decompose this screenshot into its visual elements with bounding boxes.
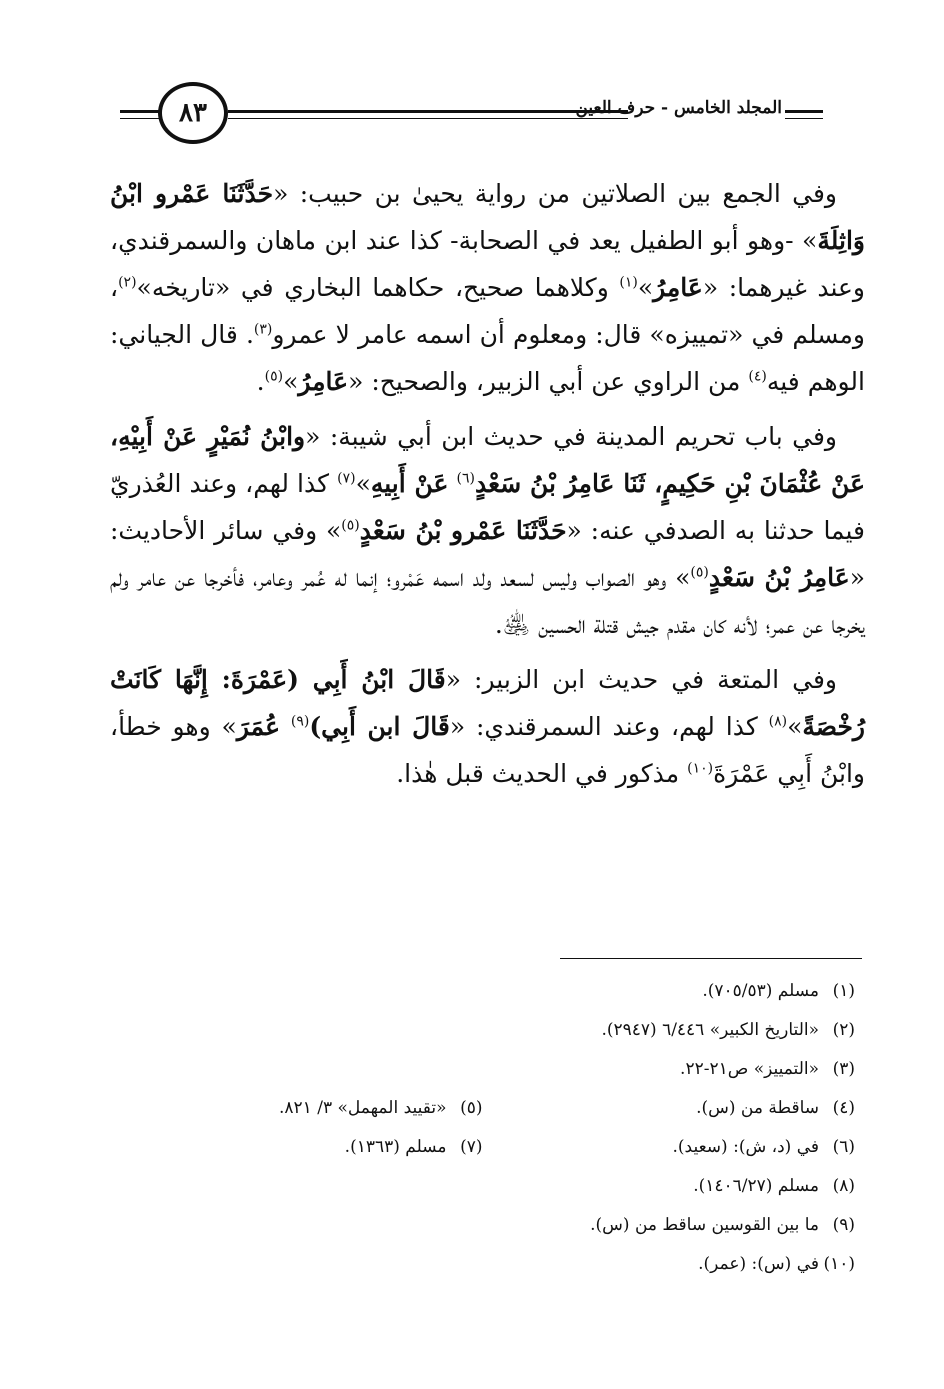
footnote (483, 1089, 856, 1128)
footnote (475, 1050, 855, 1089)
footnote-number: (٧) (460, 1137, 483, 1157)
footnote (475, 1245, 855, 1284)
footnote-ref: (٥) (341, 517, 360, 534)
footnote-row (110, 1050, 855, 1089)
footnote-row (110, 1245, 855, 1284)
text-run: » (637, 273, 654, 302)
footnote-text: «التمييز» ص٢١-٢٢. (680, 1059, 819, 1079)
quoted-text: حَدَّثَنَا عَمْرو ابْنُ وَاثِلَةَ (110, 179, 865, 255)
text-run: » (787, 712, 803, 741)
footnote-number: (٢) (832, 1020, 855, 1040)
header-rule (228, 110, 628, 113)
footnote-row (110, 1167, 855, 1206)
body-text (110, 170, 865, 805)
footnote-ref: (٤) (748, 368, 767, 385)
quoted-text: عَامِرُ (653, 273, 703, 302)
footnote (110, 1089, 483, 1128)
footnote-ref: (٥) (690, 564, 709, 581)
paragraph (110, 656, 865, 797)
paragraph (110, 170, 865, 405)
footnote (475, 1011, 855, 1050)
footnote-ref: (٩) (290, 713, 310, 730)
text-run: ، ومسلم في «تمييزه» قال: ومعلوم أن اسمه عامر لا عمرو (110, 273, 865, 349)
text-run: » -وهو أبو الطفيل يعد في الصحابة- كذا عند ابن ماهان والسمرقندي، وعند غيرهما: « (110, 226, 866, 302)
footnote-text: مسلم (١٣٦٣). (344, 1137, 447, 1157)
footnote (483, 1128, 856, 1167)
header-rule (785, 110, 823, 113)
page-header (120, 82, 825, 152)
text-run: من الراوي عن أبي الزبير، والصحيح: « (348, 367, 749, 396)
text-run: مذكور في الحديث قبل هٰذا. (396, 759, 688, 788)
quoted-text: وابْنُ نُمَيْرٍ عَنْ أَبِيْهِ، عَنْ عُثْمَانَ بْنِ حَكِيمٍ، ثَنَا عَامِرُ بْنُ سَعْدٍ (110, 422, 865, 498)
footnote-ref: (٢) (118, 274, 137, 291)
paragraph (110, 413, 865, 648)
footnote-text: مسلم (١٤٠٦/٢٧). (693, 1176, 819, 1196)
footnote-text: ساقطة من (س). (696, 1098, 819, 1118)
footnote-text: ما بين القوسين ساقط من (س). (590, 1215, 819, 1235)
running-head: المجلد الخامس - حرف العين (575, 98, 782, 118)
footnote-number: (٥) (460, 1098, 483, 1118)
text-run (280, 712, 291, 741)
quoted-text: عَامِرُ بْنُ سَعْدٍ (708, 563, 850, 592)
footnote-ref: (١٠) (687, 760, 714, 777)
footnote-ref: (٧) (337, 470, 356, 487)
footnote-ref: (٨) (768, 713, 788, 730)
footnote-ref: (٦) (456, 470, 476, 487)
footnote-number: (٦) (832, 1137, 855, 1157)
footnote (475, 972, 855, 1011)
footnote-text: في (د، ش): (سعيد). (672, 1137, 819, 1157)
text-run: كذا لهم، وعند السمرقندي: « (449, 712, 769, 741)
footnote-text: مسلم (٧٠٥/٥٣). (702, 981, 819, 1001)
text-run: كذا لهم، وعند العُذريّ فيما حدثنا به الصدفي عنه: « (110, 469, 866, 545)
page-number: ٨٣ (158, 82, 228, 144)
text-run: وفي باب تحريم المدينة في حديث ابن أبي شيبة: « (305, 422, 837, 451)
footnote (110, 1128, 483, 1167)
text-run: . (256, 367, 265, 396)
footnote-row (110, 1206, 855, 1245)
footnote-number: (١) (832, 981, 855, 1001)
footnote-number: (١٠) (823, 1254, 855, 1274)
footnote-text: «تقييد المهمل» ٣/ ٨٢١. (279, 1098, 447, 1118)
footnote (475, 1206, 855, 1245)
footnote-ref: (٥) (264, 368, 284, 385)
footnote-row (110, 1128, 855, 1167)
text-run: وكلاهما صحيح، حكاهما البخاري في «تاريخه» (136, 273, 620, 302)
quoted-text: حَدَّثَنَا عَمْرو بْنُ سَعْدٍ (359, 516, 567, 545)
text-run: . قال الجياني: الوهم فيه (110, 320, 865, 396)
text-run: وفي الجمع بين الصلاتين من رواية يحيىٰ بن حبيب: « (273, 179, 837, 208)
text-run (448, 469, 456, 498)
footnote-ref: (٣) (253, 321, 273, 338)
quoted-text: قَالَ ابن أَبِي) (309, 712, 450, 741)
quoted-text: قَالَ ابْنُ أَبِي (عَمْرَةَ: إِنَّهَا كَانَتْ رُخْصَةً (110, 665, 865, 741)
text-run: » وفي سائر الأحاديث: « (110, 516, 865, 592)
header-rule (785, 118, 823, 119)
footnote-text: «التاريخ الكبير» ٦/٤٤٦ (٢٩٤٧). (601, 1020, 819, 1040)
footnote-text: في (س): (عمر). (698, 1254, 819, 1274)
text-run: » (283, 367, 299, 396)
footnotes (110, 972, 855, 1284)
footnote (475, 1167, 855, 1206)
footnote-number: (٣) (832, 1059, 855, 1079)
quoted-text: عُمَرَ (236, 712, 281, 741)
quoted-text: عَامِرُ (298, 367, 349, 396)
footnote-number: (٩) (832, 1215, 855, 1235)
text-run: » (355, 469, 371, 498)
text-run: » وهو الصواب وليس لسعد ولد اسمه عَمْرو؛ إنما له عُمر وعامر، فأخرجا عن عامر ولم يخرجا عن عمر؛ لأنه كان مقدم جيش قتلة الحسين ﵁. (110, 563, 865, 639)
quoted-text: عَنْ أَبِيهِ (370, 469, 449, 498)
footnote-row (110, 972, 855, 1011)
text-run: » وهو خطأ، وابْنُ أَبِي عَمْرَةَ (110, 712, 865, 788)
footnote-row (110, 1089, 855, 1128)
footnote-separator (560, 958, 862, 959)
header-rule (120, 118, 162, 119)
header-rule (120, 110, 162, 113)
footnote-row (110, 1011, 855, 1050)
footnote-ref: (١) (619, 274, 638, 291)
footnote-number: (٤) (832, 1098, 855, 1118)
header-rule (228, 118, 628, 119)
footnote-number: (٨) (832, 1176, 855, 1196)
text-run: وفي المتعة في حديث ابن الزبير: « (445, 665, 837, 694)
